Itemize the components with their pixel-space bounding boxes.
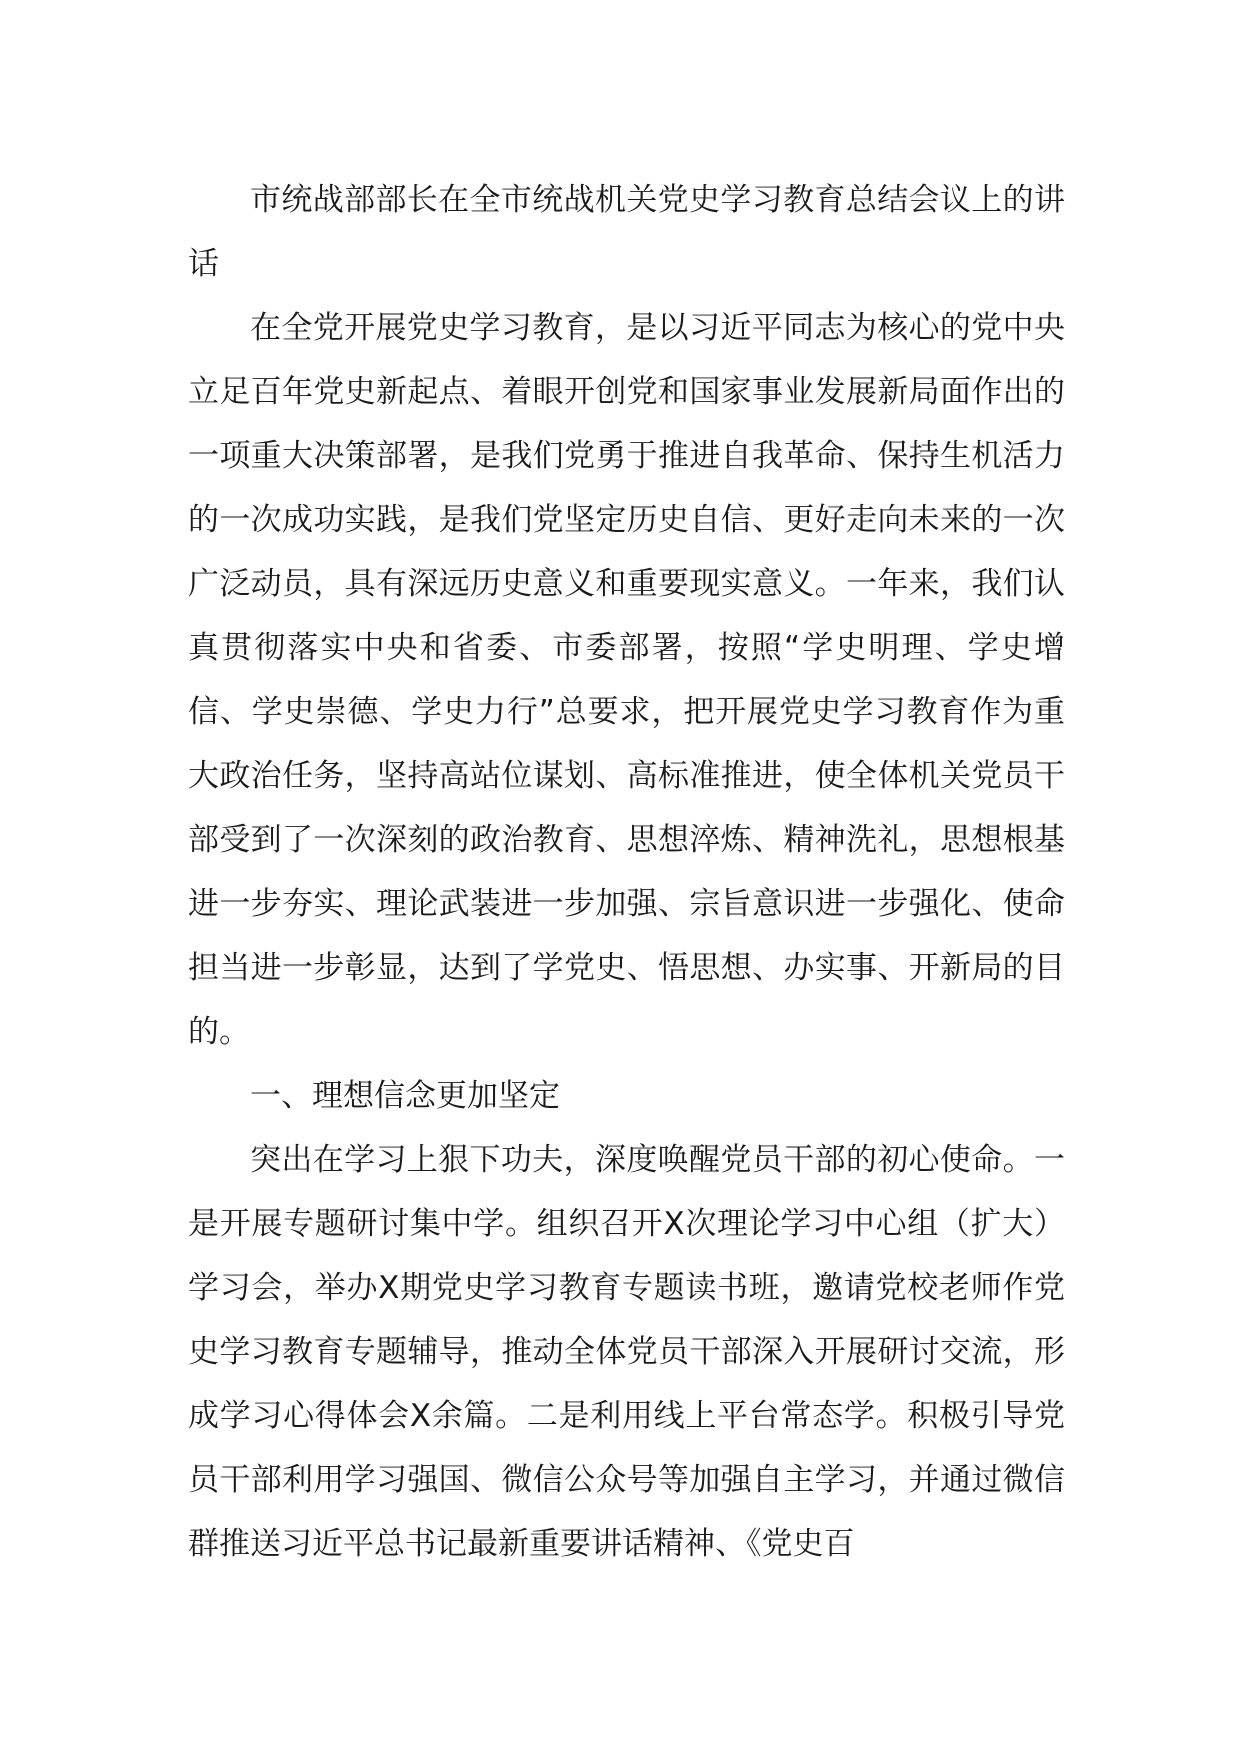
intro-paragraph: 在全党开展党史学习教育，是以习近平同志为核心的党中央立足百年党史新起点、着眼开创党和国家事业发展新局面作出的一项重大决策部署，是我们党勇于推进自我革命、保持生机活力的一次成功实践，是我们党坚定历史自信、更好走向未来的一次广泛动员，具有深远历史意义和重要现实意义。一年来，我们认真贯彻落实中央和省委、市委部署，按照“学史明理、学史增信、学史崇德、学史力行”总要求，把开展党史学习教育作为重大政治任务，坚持高站位谋划、高标准推进，使全体机关党员干部受到了一次深刻的政治教育、思想淬炼、精神洗礼，思想根基进一步夯实、理论武装进一步加强、宗旨意识进一步强化、使命担当进一步彰显，达到了学党史、悟思想、办实事、开新局的目的。 xyxy=(188,310,1065,1050)
document-title: 市统战部部长在全市统战机关党史学习教育总结会议上的讲话 xyxy=(188,182,1065,282)
section-paragraph: 突出在学习上狠下功夫，深度唤醒党员干部的初心使命。一是开展专题研讨集中学。组织召开X次理论学习中心组（扩大）学习会，举办X期党史学习教育专题读书班，邀请党校老师作党史学习教育专题辅导，推动全体党员干部深入开展研讨交流，形成学习心得体会X余篇。二是利用线上平台常态学。积极引导党员干部利用学习强国、微信公众号等加强自主学习，并通过微信群推送习近平总书记最新重要讲话精神、《党史百 xyxy=(188,1142,1065,1562)
document-body xyxy=(188,168,1065,1576)
section-heading: 一、理想信念更加坚定 xyxy=(250,1078,560,1114)
